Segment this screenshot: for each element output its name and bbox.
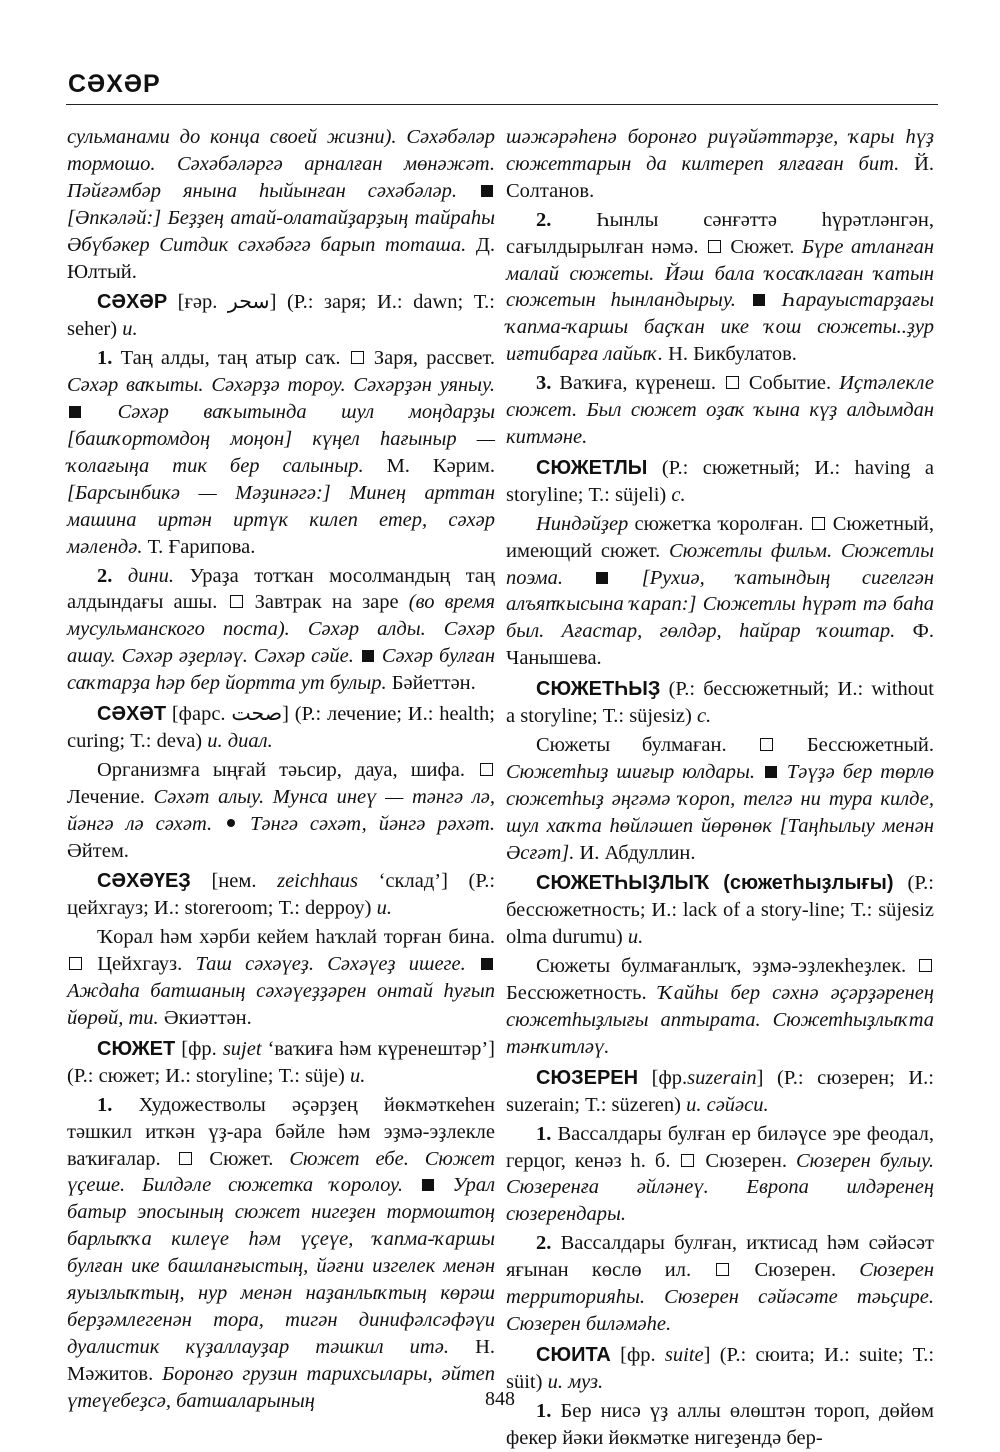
example-text: Ҡайһы бер сәхнә әҫәрҙәренең сюжетһыҙлығы аптырата. Сюжетһыҙлыҡта тәнҡитләү.	[506, 982, 935, 1058]
sense-number: 2.	[97, 564, 113, 587]
sense	[67, 1092, 495, 1415]
citation-author: Н. Бикбулатов.	[668, 343, 797, 366]
etymology: (Р.: сюжетный; И.: having a storyline; Т.: süjeli)	[506, 456, 934, 506]
example-text: Сәхәт алыу. Мунса инеү — тәнгә лә, йәнгә лә сәхәт.	[67, 785, 495, 835]
etymology: [фр.	[181, 1037, 217, 1060]
translation-marker-icon	[919, 959, 932, 972]
headword: СӘХӘҮЕҘ	[97, 870, 191, 893]
definition: Таң алды, таң атыр саҡ.	[120, 347, 341, 370]
citation-text: Урал батыр эпосының сюжет нигеҙен тормоштоң барлыҡҡа килеүе һәм үҫеүе, ҡапма-ҡаршы булған ике башланғыстың, йәғни изгелек менән яуызлыҡтың, нур менән наҙанлыҡтың көрәш берҙәмлегенән тора, тигән динифәлсәфәүи дуалистик күҙаллауҙар тәшкил итә.	[67, 1174, 496, 1358]
headword-inflection: (сюжетһыҙлығы)	[723, 872, 894, 895]
etymology: [нем.	[211, 870, 257, 893]
russian-equivalent: Бессюжетный.	[806, 733, 935, 756]
russian-equivalent: Заря, рассвет.	[373, 347, 495, 370]
sense	[67, 563, 495, 698]
definition: сюжетҡа ҡоролған.	[634, 512, 804, 535]
etymology: [ғәр. سحر] (Р.: заря; И.: dawn; Т.: seher)	[67, 291, 496, 341]
translation-marker-icon	[708, 240, 721, 253]
etymology: ] (Р.: сюзерен; И.: suzerain; Т.: süzeren)	[506, 1066, 934, 1116]
citation-marker-icon	[422, 1179, 434, 1191]
headword: СӘХӘР	[97, 291, 168, 314]
translation-marker-icon	[681, 1154, 694, 1167]
headword: СЮЖЕТҺЫҘЛЫҠ	[536, 872, 710, 895]
citation-text: [Рухиә, ҡатындың сигелгән алъяпҡысына ҡарап:] Сюжетлы һүрәт тә баһа был. Ағастар, гөлдәр, һайрар ҡоштар.	[506, 566, 935, 643]
entry-sahaueth	[67, 868, 495, 922]
russian-equivalent: Бессюжетность.	[506, 982, 647, 1005]
entry-syuzhethyth	[506, 676, 934, 730]
etymology: [фарс. صحت] (Р.: лечение; И.: health; curing; Т.: deva)	[67, 703, 496, 752]
definition: Вассалдары булған ер биләүсе эре феодал, герцог, кенәз һ. б.	[506, 1122, 934, 1172]
example-text: Сюжет ебе. Сюжет үҫеше. Билдәле сюжетка ҡоролоу.	[67, 1147, 496, 1197]
left-continuation	[67, 124, 495, 285]
citation-marker-icon	[753, 294, 765, 306]
citation-author: Әкиәттән.	[163, 1007, 252, 1029]
etymology-source-word: sujet	[222, 1037, 262, 1060]
headword: СӘХӘТ	[97, 703, 167, 726]
etymology-source-word: suite	[664, 1343, 704, 1366]
part-of-speech: и. диал.	[207, 729, 273, 752]
page-number: 848	[485, 1388, 515, 1410]
citation-text: Тәүҙә бер төрлө сюжетһыҙ әңгәмә ҡороп, телгә ни тура килде, шул хаҡта һөйләшеп йөрөнөк [Таңһылыу менән Әсғәт].	[506, 760, 935, 864]
sense	[506, 511, 934, 672]
citation-text: [Барсынбикә — Мәҙинәгә:] Минең арттан машина иртән иртүк килеп етер, сәхәр мәлендә.	[67, 481, 495, 558]
russian-equivalent: Сюзерен.	[705, 1149, 788, 1172]
right-column	[506, 124, 934, 1452]
entry-syuzeren	[506, 1065, 934, 1119]
definition: Организмға ыңғай тәьсир, дауа, шифа.	[97, 758, 465, 781]
definition: Һынлы сәнғәттә һүрәтләнгән, сағылдырылған нәмә.	[506, 208, 934, 258]
part-of-speech: и.	[627, 926, 644, 949]
translation-marker-icon	[812, 517, 825, 530]
russian-equivalent: Завтрак на заре	[254, 591, 399, 614]
definition: Ваҡиға, күренеш.	[559, 372, 716, 395]
etymology: (Р.: бессюжетный; И.: without a storyline; Т.: süjesiz)	[506, 678, 934, 728]
translation-marker-icon	[726, 376, 739, 389]
translation-marker-icon	[69, 957, 82, 970]
headword: СЮЗЕРЕН	[536, 1066, 639, 1089]
citation-author: Н. Мәжитов.	[67, 1335, 496, 1385]
definition: Ураҙа тотҡан мосолмандың таң алдындағы ашы.	[67, 564, 495, 614]
citation-text: Боронғо грузин тарихсылары, әйтеп үтеүебеҙсә, батшаларының	[67, 1362, 496, 1412]
citation-author: Бәйеттән.	[391, 672, 476, 695]
part-of-speech: и. сәйәси.	[686, 1093, 769, 1116]
example-text: Таш сәхәүеҙ. Сәхәүеҙ ишеге.	[195, 953, 466, 976]
example-text: Сәхәр ваҡыты. Сәхәрҙә тороу. Сәхәрҙән уяныу.	[67, 374, 495, 397]
part-of-speech: с.	[671, 483, 686, 506]
russian-equivalent: Сюжет.	[730, 235, 795, 258]
entry-syuzhethythlyk	[506, 870, 934, 951]
russian-note: (во время мусульманского поста).	[67, 591, 496, 641]
citation-author: Й. Солтанов.	[506, 152, 934, 202]
proverb-text: Тәнгә сәхәт, йәнгә рәхәт.	[250, 812, 496, 835]
translation-marker-icon	[716, 1263, 729, 1276]
definition: Сюжеты булмағанлыҡ, эҙмә-эҙлекһеҙлек.	[536, 955, 907, 978]
headword: СЮИТА	[536, 1343, 611, 1366]
citation-author: И. Абдуллин.	[579, 841, 696, 864]
etymology: (Р.: бессюжетность; И.: lack of a story-line; Т.: süjesiz olma durumu)	[506, 872, 934, 949]
etymology-source-word: suzerain	[687, 1066, 757, 1089]
sense	[506, 1121, 934, 1229]
right-continuation	[506, 124, 934, 205]
sense-number: 2.	[536, 208, 552, 231]
header-rule	[66, 104, 938, 105]
example-text: Сюзерен булыу. Сюзеренға әйләнеү. Европа илдәренең сюзерендары.	[506, 1149, 935, 1226]
sense	[67, 345, 495, 560]
russian-equivalent: Сюзерен.	[754, 1259, 837, 1282]
russian-equivalent: Сюжет.	[209, 1147, 274, 1170]
entry-syuzhet	[67, 1036, 495, 1090]
citation-marker-icon	[481, 185, 493, 197]
sense-number: 1.	[97, 347, 113, 370]
etymology: [фр.	[620, 1343, 656, 1366]
headword: СЮЖЕТ	[97, 1037, 176, 1060]
citation-marker-icon	[69, 406, 81, 418]
citation-text: Сәхәр булған саҡтарҙа һәр бер йортта ут булыр.	[67, 645, 495, 695]
example-text: Бүре атланған малай сюжеты. Йәш бала ҡосаҡлаған ҡатын сюжетын һынландырыу.	[506, 235, 935, 312]
citation-author: Ф. Чанышева.	[506, 620, 934, 670]
example-text: Сәхәр алды. Сәхәр ашау. Сәхәр әҙерләү. Сәхәр сәйе.	[67, 618, 495, 668]
citation-author: Әйтем.	[67, 839, 129, 862]
sense-number: 1.	[536, 1399, 552, 1422]
russian-equivalent: Цейхгауз.	[97, 953, 183, 976]
entry-sahat	[67, 701, 495, 755]
citation-marker-icon	[596, 572, 608, 584]
definition-example-word: Ниндәйҙер	[536, 512, 629, 535]
etymology: ‘ваҡиға һәм күренештәр’] (Р.: сюжет; И.: storyline; Т.: süje)	[67, 1037, 495, 1087]
example-text: Иҫтәлекле сюжет. Был сюжет оҙаҡ ҡына күҙ алдымдан китмәне.	[506, 372, 934, 448]
citation-text: Аждаһа батшаның сәхәүеҙҙәрен онтай һуғып йөрөй, ти.	[67, 980, 495, 1029]
citation-author: М. Кәрим.	[386, 454, 495, 477]
left-column	[67, 124, 495, 1415]
russian-equivalent: Событие.	[748, 372, 832, 395]
translation-marker-icon	[760, 738, 773, 751]
sense	[506, 732, 934, 867]
sense	[67, 924, 495, 1032]
translation-marker-icon	[230, 595, 243, 608]
etymology: ] (Р.: сюита; И.: suite; Т.: süit)	[506, 1343, 935, 1393]
sense	[506, 953, 934, 1061]
part-of-speech: с.	[696, 705, 712, 728]
citation-marker-icon	[362, 650, 374, 662]
usage-label: дини.	[127, 564, 175, 587]
example-text: Сюжетһыҙ шиғыр юлдары.	[506, 760, 755, 783]
example-text: сульманами до конца своей жизни). Сәхәбәләр тормошо. Сәхәбәләргә арналған мөнәжәт. Пәйғәмбәр янына һыйынған сәхәбәләр.	[67, 126, 495, 202]
definition: Сюжеты булмаған.	[536, 733, 727, 756]
part-of-speech: и.	[350, 1064, 366, 1087]
sense	[506, 207, 934, 368]
part-of-speech: и.	[122, 318, 138, 341]
citation-author: Т. Ғарипова.	[147, 535, 256, 558]
russian-equivalent: Лечение.	[67, 785, 145, 808]
etymology: ‘склад’] (Р.: цейхгауз; И.: storeroom; Т.: depроу)	[67, 870, 496, 920]
sense-number: 1.	[97, 1093, 113, 1116]
citation-text: Сәхәр ваҡытында шул моңдарҙы [башҡортомдоң моңон] күңел һағыныр — ҡолағыңа тик бер салыныр.	[67, 401, 495, 477]
definition: Бер нисә үҙ аллы өлөштән тороп, дөйөм фекер йәки йөкмәтке нигеҙендә бер-	[506, 1399, 934, 1449]
citation-author: Д. Юлтый.	[67, 233, 495, 283]
etymology: [фр.	[651, 1066, 688, 1089]
headword: СЮЖЕТҺЫҘ	[536, 678, 661, 701]
citation-marker-icon	[481, 958, 493, 970]
russian-equivalent: Сюжетный, имеющий сюжет.	[506, 512, 935, 562]
translation-marker-icon	[480, 763, 493, 776]
translation-marker-icon	[179, 1152, 192, 1165]
sense	[506, 1230, 934, 1338]
citation-text: [Әпкәләй:] Беҙҙең атай-олатайҙарҙың тайраһы Әбүбәкер Ситдик сәхәбәгә барып тоташа.	[67, 206, 495, 256]
part-of-speech: и. муз.	[547, 1370, 604, 1393]
entry-syuzhetly	[506, 455, 934, 509]
example-text: Сюзерен территорияһы. Сюзерен сәйәсәте тәьҫире. Сюзерен биләмәһе.	[506, 1259, 935, 1335]
definition: Ҡорал һәм хәрби кейем һаҡлай торған бина.	[97, 926, 495, 949]
definition: Художестволы әҫәрҙең йөкмәткеһен тәшкил иткән үҙ-ара бәйле һәм эҙмә-эҙлекле ваҡиғалар.	[67, 1093, 495, 1170]
example-text: Сюжетлы фильм. Сюжетлы поэма.	[506, 539, 934, 589]
part-of-speech: и.	[376, 897, 392, 920]
headword: СЮЖЕТЛЫ	[536, 456, 648, 479]
sense-number: 3.	[536, 372, 552, 395]
sense-number: 1.	[536, 1122, 552, 1145]
sense	[67, 757, 495, 865]
citation-marker-icon	[765, 766, 777, 778]
citation-text: шәжәрәһенә боронғо риүәйәттәрҙе, ҡары һүҙ сюжеттарын да килтереп ялғаған бит.	[506, 126, 934, 175]
translation-marker-icon	[351, 351, 364, 364]
entry-sahar	[67, 289, 495, 343]
sense	[506, 370, 934, 451]
citation-text: Һарауыстарҙағы ҡапма-ҡаршы баҫҡан ике ҡош сюжеты..ҙур иғтибарға лайыҡ.	[506, 289, 934, 366]
running-head: СӘХӘР	[68, 70, 161, 98]
sense-number: 2.	[536, 1232, 552, 1255]
etymology-source-word: zeichhaus	[277, 870, 358, 893]
definition: Вассалдары булған, иҡтисад һәм сәйәсәт яғынан көслө ил.	[506, 1232, 935, 1282]
proverb-marker-icon	[227, 819, 235, 827]
